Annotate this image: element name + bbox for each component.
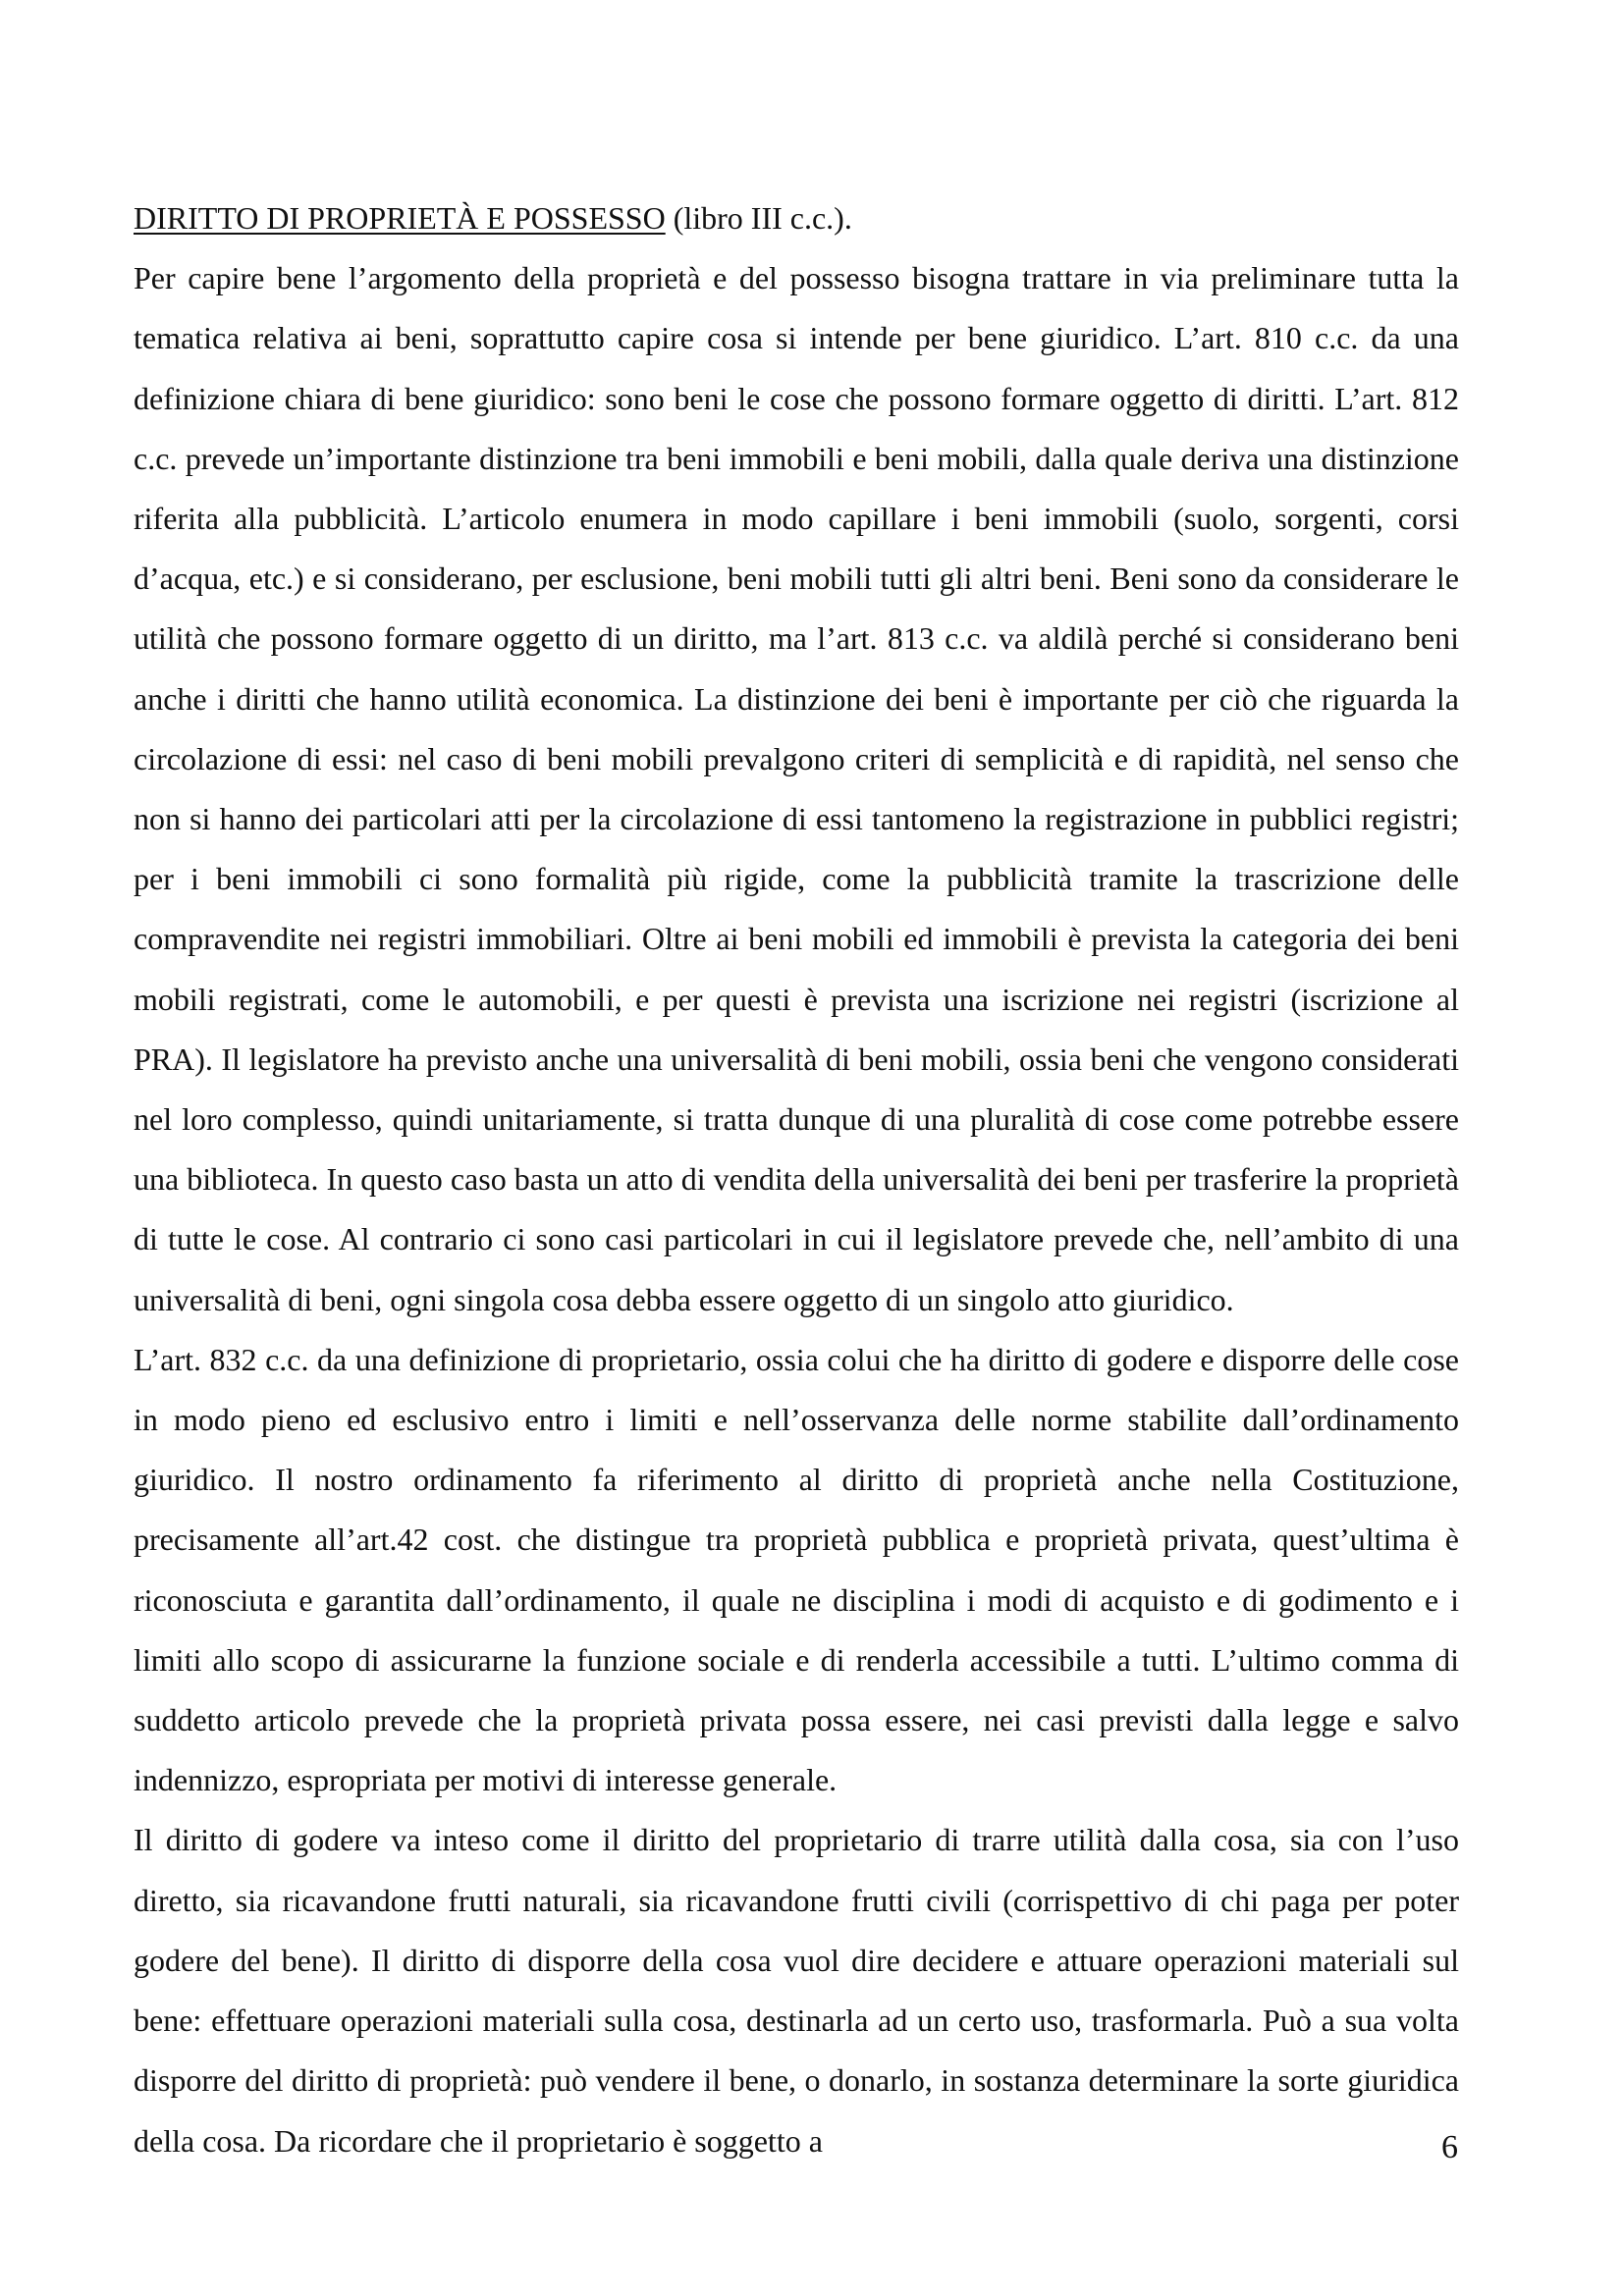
heading-subtitle: (libro III c.c.). xyxy=(673,200,852,236)
page-number: 6 xyxy=(1441,2129,1458,2165)
heading-title: DIRITTO DI PROPRIETÀ E POSSESSO xyxy=(134,200,666,236)
section-heading xyxy=(134,188,1459,248)
paragraph-beni: Per capire bene l’argomento della proprietà e del possesso bisogna trattare in via preliminare tutta la tematica relativa ai beni, soprattutto capire cosa si intende per bene giuridico. L’art. 810 c.c. da una definizione chiara di bene giuridico: sono beni le cose che possono formare oggetto di diritti. L’art. 812 c.c. prevede un’importante distinzione tra beni immobili e beni mobili, dalla quale deriva una distinzione riferita alla pubblicità. L’articolo enumera in modo capillare i beni immobili (suolo, sorgenti, corsi d’acqua, etc.) e si considerano, per esclusione, beni mobili tutti gli altri beni. Beni sono da considerare le utilità che possono formare oggetto di un diritto, ma l’art. 813 c.c. va aldilà perché si considerano beni anche i diritti che hanno utilità economica. La distinzione dei beni è importante per ciò che riguarda la circolazione di essi: nel caso di beni mobili prevalgono criteri di semplicità e di rapidità, nel senso che non si hanno dei particolari atti per la circolazione di essi tantomeno la registrazione in pubblici registri; per i beni immobili ci sono formalità più rigide, come la pubblicità tramite la trascrizione delle compravendite nei registri immobiliari. Oltre ai beni mobili ed immobili è prevista la categoria dei beni mobili registrati, come le automobili, e per questi è prevista una iscrizione nei registri (iscrizione al PRA). Il legislatore ha previsto anche una universalità di beni mobili, ossia beni che vengono considerati nel loro complesso, quindi unitariamente, si tratta dunque di una pluralità di cose come potrebbe essere una biblioteca. In questo caso basta un atto di vendita della universalità dei beni per trasferire la proprietà di tutte le cose. Al contrario ci sono casi particolari in cui il legislatore prevede che, nell’ambito di una universalità di beni, ogni singola cosa debba essere oggetto di un singolo atto giuridico. xyxy=(134,260,1459,1317)
paragraph-proprietario: L’art. 832 c.c. da una definizione di proprietario, ossia colui che ha diritto di godere e disporre delle cose in modo pieno ed esclusivo entro i limiti e nell’osservanza delle norme stabilite dall’ordinamento giuridico. Il nostro ordinamento fa riferimento al diritto di proprietà anche nella Costituzione, precisamente all’art.42 cost. che distingue tra proprietà pubblica e proprietà privata, quest’ultima è riconosciuta e garantita dall’ordinamento, il quale ne disciplina i modi di acquisto e di godimento e i limiti allo scopo di assicurarne la funzione sociale e di renderla accessibile a tutti. L’ultimo comma di suddetto articolo prevede che la proprietà privata possa essere, nei casi previsti dalla legge e salvo indennizzo, espropriata per motivi di interesse generale. xyxy=(134,1341,1459,1798)
page-content xyxy=(134,188,1459,2171)
paragraph-godere-disporre: Il diritto di godere va inteso come il diritto del proprietario di trarre utilità dalla cosa, sia con l’uso diretto, sia ricavandone frutti naturali, sia ricavandone frutti civili (corrispettivo di chi paga per poter godere del bene). Il diritto di disporre della cosa vuol dire decidere e attuare operazioni materiali sul bene: effettuare operazioni materiali sulla cosa, destinarla ad un certo uso, trasformarla. Può a sua volta disporre del diritto di proprietà: può vendere il bene, o donarlo, in sostanza determinare la sorte giuridica della cosa. Da ricordare che il proprietario è soggetto a xyxy=(134,1822,1459,2159)
